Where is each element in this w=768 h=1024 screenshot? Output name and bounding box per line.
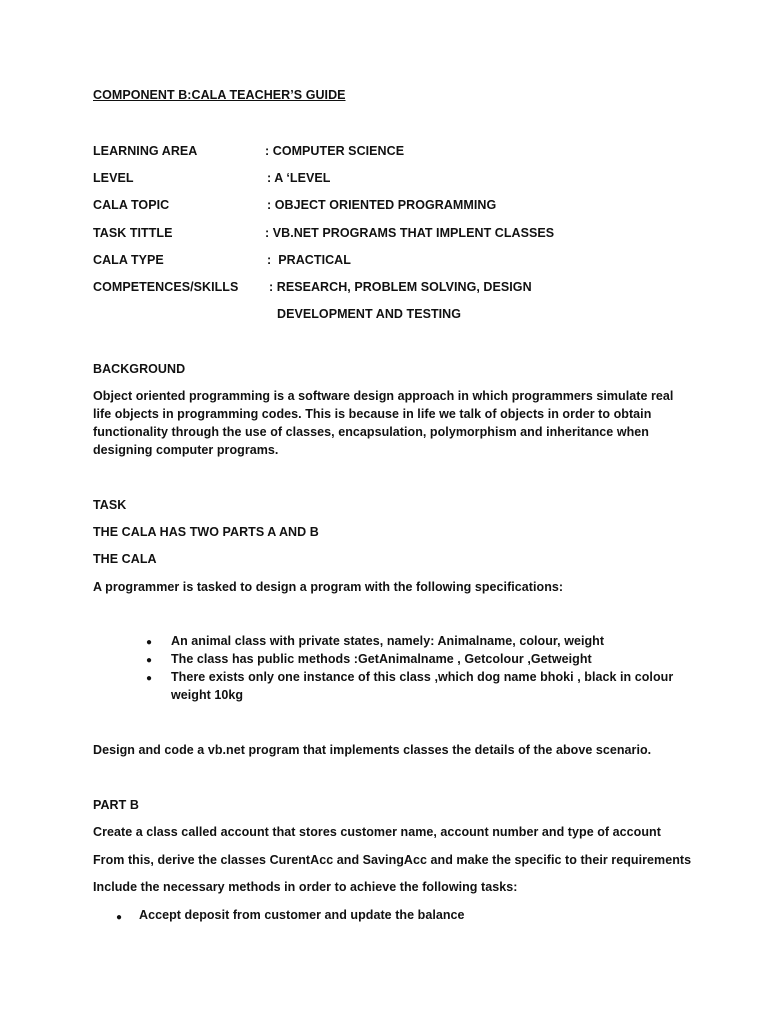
part-b-bullet-item: Accept deposit from customer and update the balance (139, 908, 465, 922)
info-label-cala-topic: CALA TOPIC (93, 198, 170, 212)
background-line: designing computer programs. (93, 443, 279, 457)
bullet-icon: ● (146, 655, 153, 666)
spec-bullet-item: There exists only one instance of this class ,which dog name bhoki , black in colour (171, 670, 674, 684)
background-line: life objects in programming codes. This is because in life we talk of objects in order to obtain (93, 407, 652, 421)
background-line: functionality through the use of classes, encapsulation, polymorphism and inheritance when (93, 425, 649, 439)
info-label-task-title: TASK TITTLE (93, 226, 173, 240)
info-value-level: : A ‘LEVEL (267, 171, 331, 185)
programmer-intro: A programmer is tasked to design a program with the following specifications: (93, 580, 564, 594)
part-b-line: Create a class called account that stores customer name, account number and type of account (93, 825, 661, 839)
info-value-learning-area: : COMPUTER SCIENCE (265, 144, 405, 158)
part-b-line: From this, derive the classes CurentAcc and SavingAcc and make the specific to their requirements (93, 853, 692, 867)
spec-bullet-item: The class has public methods :GetAnimalname , Getcolour ,Getweight (171, 652, 592, 666)
info-value-cala-type: : PRACTICAL (267, 253, 351, 267)
part-b-line: Include the necessary methods in order to achieve the following tasks: (93, 880, 518, 894)
bullet-icon: ● (146, 673, 153, 684)
bullet-icon: ● (116, 912, 123, 923)
spec-bullet-item: An animal class with private states, namely: Animalname, colour, weight (171, 634, 605, 648)
info-label-competences: COMPETENCES/SKILLS (93, 280, 239, 294)
background-line: Object oriented programming is a software design approach in which programmers simulate real (93, 389, 674, 403)
task-heading: TASK (93, 498, 127, 512)
background-heading: BACKGROUND (93, 362, 186, 376)
info-label-learning-area: LEARNING AREA (93, 144, 198, 158)
info-value-competences: : RESEARCH, PROBLEM SOLVING, DESIGN (269, 280, 532, 294)
info-value-competences-continued: DEVELOPMENT AND TESTING (277, 307, 462, 321)
info-label-cala-type: CALA TYPE (93, 253, 164, 267)
the-cala-heading: THE CALA (93, 552, 157, 566)
design-instruction: Design and code a vb.net program that implements classes the details of the above scenario. (93, 743, 652, 757)
info-value-cala-topic: : OBJECT ORIENTED PROGRAMMING (267, 198, 497, 212)
part-b-heading: PART B (93, 798, 139, 812)
task-parts-text: THE CALA HAS TWO PARTS A AND B (93, 525, 319, 539)
info-value-task-title: : VB.NET PROGRAMS THAT IMPLENT CLASSES (265, 226, 555, 240)
info-label-level: LEVEL (93, 171, 134, 185)
spec-bullet-item-continued: weight 10kg (171, 688, 244, 702)
bullet-icon: ● (146, 637, 153, 648)
document-title: COMPONENT B:CALA TEACHER’S GUIDE (93, 88, 346, 102)
